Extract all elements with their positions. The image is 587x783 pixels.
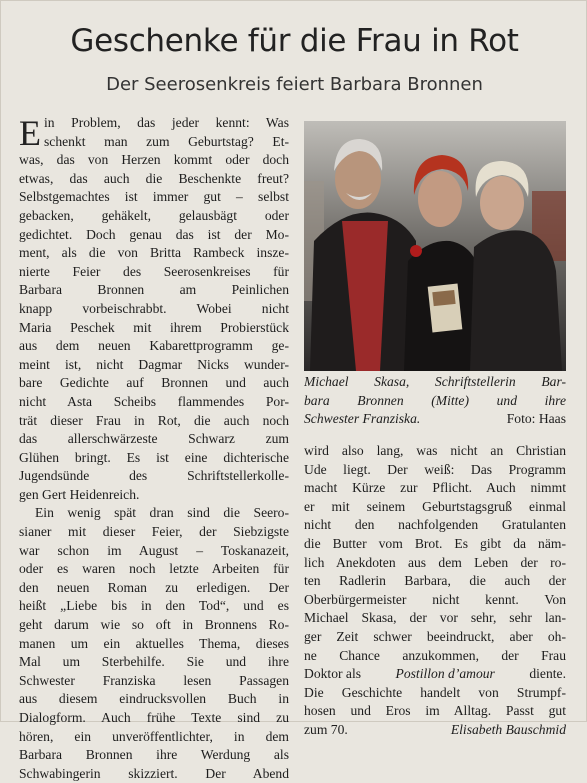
text-line: gebacken, gehäkelt, gelausbägt oder <box>19 207 289 223</box>
text-line: wird also lang, was nicht an Christian <box>304 443 566 458</box>
article-headline: Geschenke für die Frau in Rot <box>70 23 519 59</box>
text-line: lich Anekdoten aus dem Leben der ro- <box>304 554 566 570</box>
text-line: Barbara Bronnen ihre Werdung als <box>19 747 289 763</box>
text-line: Michael Skasa, der vor sehr, sehr lan- <box>304 610 566 626</box>
text-line: Barbara Bronnen am Peinlichen <box>19 282 289 298</box>
text-line: Mal um Sterbehilfe. Sie und ihre <box>19 654 289 670</box>
article-photo <box>304 121 566 371</box>
text-line: nicht den nachfolgenden Gratulanten <box>304 517 566 533</box>
text-line: den neuen Roman zu erledigen. Der <box>19 579 289 595</box>
photo-caption <box>304 373 566 429</box>
text-line: ger Zeit schwer beeindruckt, aber oh- <box>304 628 566 644</box>
right-column <box>304 442 566 740</box>
text-fragment: Doktor als <box>304 666 362 682</box>
text-line: aus dem neuen Kabarettprogramm ge- <box>19 338 289 354</box>
text-line: Maria Peschek mit ihrem Probierstück <box>19 319 289 335</box>
text-line: er mit seinem Geburtstagsgruß einmal <box>304 498 566 514</box>
text-line: das allerschwärzeste Schwarz zum <box>19 431 289 447</box>
text-line: sianer mit dieser Feier, der Siebzigste <box>19 524 289 540</box>
drop-cap: E <box>19 113 41 153</box>
postillon-phrase: Postillon d’amour <box>395 666 495 682</box>
text-line: ment, als die von Britta Rambeck insze- <box>19 245 289 261</box>
text-line-last <box>304 721 566 740</box>
caption-line: bara Bronnen (Mitte) und ihre <box>304 392 566 408</box>
text-line: manen um ein aktuelles Thema, dieses <box>19 635 289 651</box>
text-fragment: zum 70. <box>304 721 348 737</box>
photo-credit: Foto: Haas <box>506 411 566 427</box>
text-line: hören, ein unveröffentlichter, in dem <box>19 728 289 744</box>
author-byline: Elisabeth Bauschmid <box>450 721 566 737</box>
text-line: nierte Feier des Seerosenkreises für <box>19 263 289 279</box>
text-line: geht darum wie so oft in Bronnens Ro- <box>19 617 289 633</box>
text-line: Schwester Franziska lesen Passagen <box>19 672 289 688</box>
text-line: Ude liegt. Der weiß: Das Programm <box>304 461 566 477</box>
caption-line: Schwester Franziska. <box>304 411 421 427</box>
text-line: ten Radlerin Barbara, die auch der <box>304 573 566 589</box>
text-line: macht Kürze zur Pflicht. Auch nimmt <box>304 480 566 496</box>
text-line: war schon im August – Toskanazeit, <box>19 542 289 558</box>
text-line: ne Chance anzukommen, der Frau <box>304 647 566 663</box>
text-line: gen Gert Heidenreich. <box>19 486 140 502</box>
text-fragment: diente. <box>529 666 566 682</box>
caption-line: Michael Skasa, Schriftstellerin Bar- <box>304 374 566 389</box>
text-line: was, das von Herzen kommt oder doch <box>19 152 289 168</box>
text-line: oder es waren noch letzte Arbeiten für <box>19 561 289 577</box>
text-line: schenkt man zum Geburtstag? Et- <box>44 133 289 149</box>
text-line: meint ist, nicht Dagmar Nicks wunder- <box>19 356 289 372</box>
text-line: Selbstgemachtes ist immer gut – selbst <box>19 189 289 205</box>
text-line: Schwabingerin skizziert. Der Abend <box>19 765 289 781</box>
photo-illustration <box>304 121 566 371</box>
text-line: Die Geschichte handelt von Strumpf- <box>304 684 566 700</box>
text-line: Jugendsünde des Schriftstellerkolle- <box>19 468 289 484</box>
text-line: knapp vorbeischrabbt. Wobei nicht <box>19 300 289 316</box>
article-subheadline: Der Seerosenkreis feiert Barbara Bronnen <box>106 74 483 95</box>
caption-line-last <box>304 410 566 429</box>
text-line: die Butter vom Brot. Es gibt da näm- <box>304 535 566 551</box>
text-line: nicht Asta Scheibs flammendes Por- <box>19 393 289 409</box>
text-line: Oberbürgermeister nicht kennt. Von <box>304 591 566 607</box>
left-column <box>19 114 289 783</box>
text-line: bare Gedichte auf Bronnen und auch <box>19 375 289 391</box>
text-line: Glühen bringt. Es ist eine dichterische <box>19 449 289 465</box>
text-line: Ein wenig spät dran sind die Seero- <box>35 505 289 521</box>
text-line: aus diesem eindrucksvollen Buch in <box>19 691 289 707</box>
text-line: etwas, das auch die Beschenkte freut? <box>19 170 289 186</box>
text-line: in Problem, das jeder kennt: Was <box>44 115 289 130</box>
text-line: hosen und Eros im Alltag. Passt gut <box>304 703 566 719</box>
text-line: gedichtet. Doch genau das ist der Mo- <box>19 226 289 242</box>
text-line <box>304 665 566 684</box>
text-line: Dialogform. Auch frühe Texte sind zu <box>19 710 289 725</box>
text-line: trät dieser Frau in Rot, die auch noch <box>19 412 289 428</box>
text-line: heißt „Liebe bis in den Tod“, und es <box>19 598 289 614</box>
